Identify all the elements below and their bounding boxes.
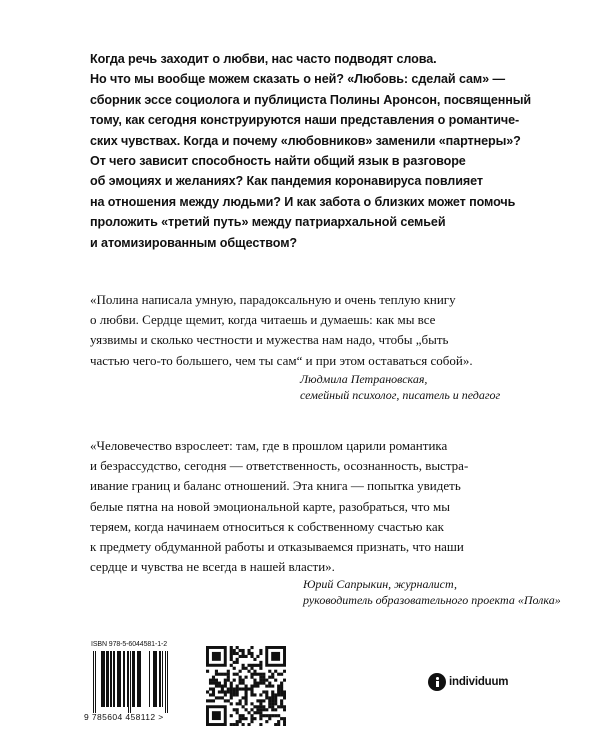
quote-line: к предмету обдуманной работы и отказываемся признать, что наши <box>90 539 464 555</box>
reviewer-name: Юрий Сапрыкин, журналист, <box>303 577 457 591</box>
annotation-line: ских чувствах. Когда и почему «любовников» заменили «партнеры»? <box>90 133 521 148</box>
reviewer-name: Людмила Петрановская, <box>300 372 428 386</box>
quote-line: «Полина написала умную, парадоксальную и очень теплую книгу <box>90 292 456 307</box>
barcode-digits: 9 785604 458112 > <box>84 712 164 722</box>
quote-line: уязвимы и сколько честности и мужества нам надо, чтобы „быть <box>90 332 449 348</box>
reviewer-role: семейный психолог, писатель и педагог <box>300 388 501 402</box>
annotation-text <box>90 49 540 253</box>
publisher-name: individuum <box>449 676 509 688</box>
publisher-logo <box>428 673 508 691</box>
quote-line: сердце и чувства не всегда в нашей власти». <box>90 559 335 575</box>
quote-line: теряем, когда начинаем относиться к собственному счастью как <box>90 518 444 534</box>
quote-line: «Человечество взрослеет: там, где в прошлом царили романтика <box>90 438 448 453</box>
annotation-line: сборник эссе социолога и публициста Полины Аронсон, посвященный <box>90 92 532 107</box>
review-attribution-1 <box>300 371 500 403</box>
qr-code[interactable] <box>206 646 286 726</box>
annotation-line: об эмоциях и желаниях? Как пандемия коронавируса повлияет <box>90 174 483 189</box>
publisher-logo-icon <box>428 673 446 691</box>
quote-line: белые пятна на новой эмоциональной карте, разобраться, что мы <box>90 498 450 514</box>
review-quote-2 <box>90 436 530 577</box>
isbn-label: ISBN 978-5-6044581-1-2 <box>91 641 168 648</box>
annotation-line: и атомизированным обществом? <box>90 235 298 250</box>
annotation-line: Но что мы вообще можем сказать о ней? «Любовь: сделай сам» — <box>90 72 505 87</box>
review-quote-1 <box>90 290 530 371</box>
annotation-line: проложить «третий путь» между патриархальной семьей <box>90 215 446 230</box>
annotation-line: тому, как сегодня конструируются наши представления о романтиче- <box>90 113 520 128</box>
annotation-line: От чего зависит способность найти общий язык в разговоре <box>90 154 466 169</box>
annotation-line: на отношения между людьми? И как забота о близких может помочь <box>90 194 516 209</box>
isbn-barcode <box>92 651 188 713</box>
annotation-line: Когда речь заходит о любви, нас часто подводят слова. <box>90 52 437 66</box>
quote-line: частью чего-то большего, чем ты сам“ и при этом оставаться собой». <box>90 352 473 368</box>
review-attribution-2 <box>303 576 561 608</box>
reviewer-role: руководитель образовательного проекта «Полка» <box>303 593 561 607</box>
quote-line: о любви. Сердце щемит, когда читаешь и думаешь: как мы все <box>90 312 436 328</box>
quote-line: ивание границ и баланс отношений. Эта книга — попытка увидеть <box>90 478 461 494</box>
quote-line: и безрассудство, сегодня — ответственность, осознанность, выстра- <box>90 458 469 474</box>
